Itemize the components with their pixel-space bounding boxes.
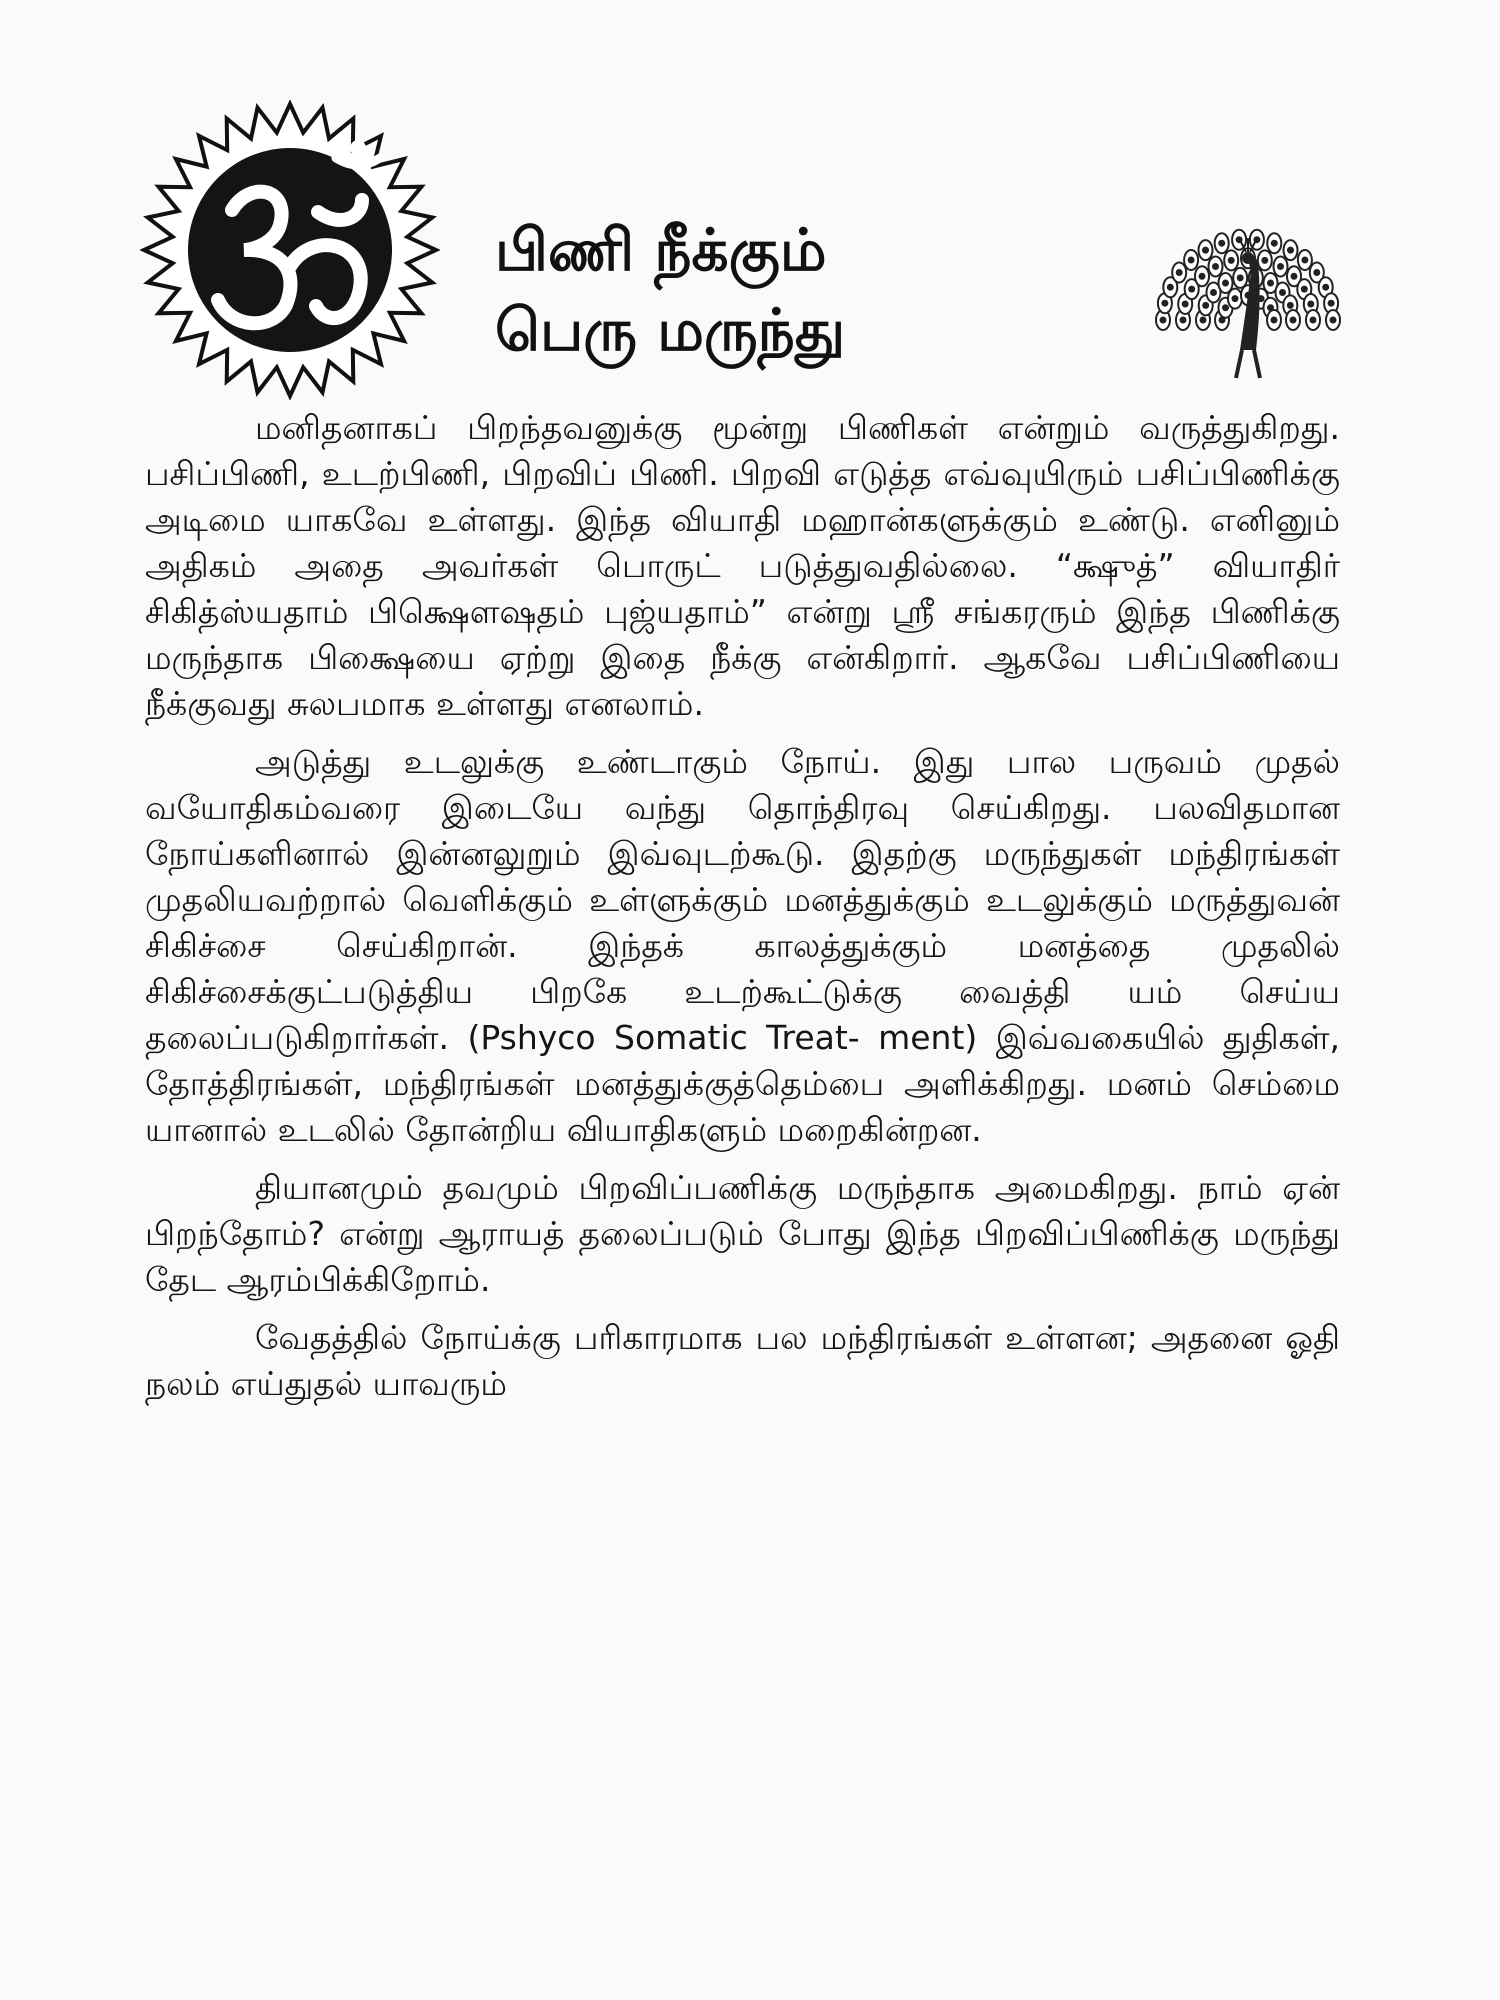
paragraph-2: அடுத்து உடலுக்கு உண்டாகும் நோய். இது பால பருவம் முதல் வயோதிகம்வரை இடையே வந்து தொந்திரவு செய்கிறது. பலவிதமான நோய்களினால் இன்னலுறும் இவ்வுடற்கூடு. இதற்கு மருந்துகள் மந்திரங்கள் முதலியவற்றால் வெளிக்கும் உள்ளுக்கும் மனத்துக்கும் உடலுக்கும் மருத்துவன் சிகிச்சை செய்கிறான். இந்தக் காலத்துக்கும் மனத்தை முதலில் சிகிச்சைக்குட்படுத்திய பிறகே உடற்கூட்டுக்கு வைத்தி யம் செய்ய தலைப்படுகிறார்கள். (Pshyco Somatic Treat- ment) இவ்வகையில் துதிகள், தோத்திரங்கள், மந்திரங்கள் மனத்துக்குத்தெம்பை அளிக்கிறது. மனம் செம்மை யானால் உடலில் தோன்றிய வியாதிகளும் மறைகின்றன. <box>145 742 1340 1149</box>
chapter-title-line-2: பெரு மருந்து <box>495 296 846 364</box>
paragraph-3: தியானமும் தவமும் பிறவிப்பணிக்கு மருந்தாக அமைகிறது. நாம் ஏன் பிறந்தோம்? என்று ஆராயத் தலைப்படும் போது இந்த பிறவிப்பிணிக்கு மருந்து தேட ஆரம்பிக்கிறோம். <box>145 1168 1340 1299</box>
chapter-header <box>130 100 1370 400</box>
chapter-title-line-1: பிணி நீக்கும் <box>495 216 827 284</box>
body-text <box>145 405 1340 1419</box>
chapter-title <box>495 210 1055 370</box>
paragraph-4: வேதத்தில் நோய்க்கு பரிகாரமாக பல மந்திரங்கள் உள்ளன; அதனை ஓதி நலம் எய்துதல் யாவரும் <box>145 1318 1340 1403</box>
om-sun-emblem-icon <box>140 100 440 400</box>
peacock-icon <box>1148 200 1348 385</box>
paragraph-1: மனிதனாகப் பிறந்தவனுக்கு மூன்று பிணிகள் என்றும் வருத்துகிறது. பசிப்பிணி, உடற்பிணி, பிறவிப் பிணி. பிறவி எடுத்த எவ்வுயிரும் பசிப்பிணிக்கு அடிமை யாகவே உள்ளது. இந்த வியாதி மஹான்களுக்கும் உண்டு. எனினும் அதிகம் அதை அவர்கள் பொருட் படுத்துவதில்லை. “க்ஷுத்” வியாதிர் சிகித்ஸ்யதாம் பிக்ஷௌஷதம் புஜ்யதாம்” என்று ஸ்ரீ சங்கரரும் இந்த பிணிக்கு மருந்தாக பிக்ஷையை ஏற்று இதை நீக்கு என்கிறார். ஆகவே பசிப்பிணியை நீக்குவது சுலபமாக உள்ளது எனலாம். <box>145 408 1340 723</box>
